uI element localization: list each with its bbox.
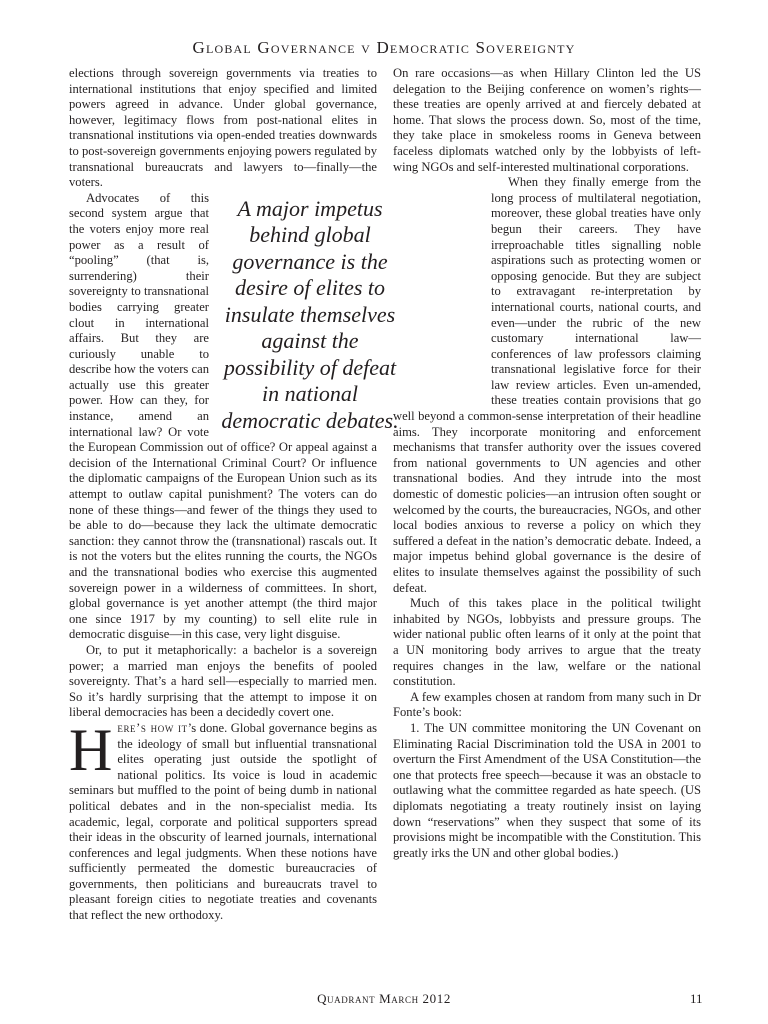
section-text: ’s done. Global governance begins as the ideology of small but influential transnational elites operating just outside the spotlight of national politics. Its voice is loud in academic seminars but muffled to the point of being dumb in national political debates and in the non-specialist media. Its academic, legal, corporate and political supporters spread their ideas in the obscurity of learned journals, international conferences and legal judgments. When these notions have sufficiently permeated the domestic bureaucracies of governments, then politicians and bureaucrats travel to pleasant foreign cities to negotiate treaties and covenants that reflect the new orthodoxy. [69,720,377,923]
body-paragraph: elections through sovereign governments via treaties to international institutions that enjoy specified and limited powers agreed in advance. Under global governance, however, legitimacy flows from post-national elites in transnational institutions via open-ended treaties downwards to post-sovereign governments enjoying powers regulated by transnational bureaucrats and lawyers to—finally—the voters. [69,66,377,190]
drop-cap: H [69,716,113,783]
section-lead-in: ere’s how it [117,720,188,735]
pull-quote: A major impetus behind global governance is the desire of elites to insulate themselves against the possibility of defeat in national democratic debates. [221,195,399,433]
body-paragraph-text: When they finally emerge from the long process of multilateral negotiation, moreover, these global treaties have only begun their careers. They have irreproachable titles signalling noble aspirations such as protecting women or opposing genocide. But they are subject to extravagant re-interpretation by international courts, national courts, and even—under the rubric of the new customary international law—conferences of law professors claiming transnational legislative force for their law review articles. Even un-amended, these treaties contain provisions that go well beyond a common-sense interpretation of their headline aims. They incorporate monitoring and enforcement mechanisms that transfer authority over the issues covered from national governments to UN agencies and other transnational bodies. And they intrude into the most domestic of domestic policies—an intrusion often sought or welcomed by the courts, the bureaucracies, NGOs, and other local bodies anxious to reverse a policy on which they suffered a defeat in the nation’s democratic debate. Indeed, a major impetus behind global governance is the desire of elites to insulate themselves against the possibility of such defeat. [393,175,701,595]
right-column [393,66,701,861]
body-paragraph: Much of this takes place in the political twilight inhabited by NGOs, lobbyists and pressure groups. The wider national public often learns of it only at the point that a UN monitoring body arrives to argue that the treaty requires changes in the law, welfare or the national constitution. [393,596,701,689]
body-paragraph: Advocates of this second system argue that the voters enjoy more real power as a result of “pooling” (that is, surrendering) their sovereignty to transnational bodies carrying greater clout in international affairs. But they are curiously unable to describe how the voters can actually use this greater power. How can they, for instance, amend an international law? Or vote the European Commission out of office? Or appeal against a decision of the International Criminal Court? Or influence the diplomatic campaigns of the European Union such as its attempt to outlaw capital punishment? The voters can do none of these things—and fewer of the things they used to be able to do—because they lack the ultimate democratic sanction: they cannot throw the (transnational) rascals out. It is not the voters but the elites running the courts, the NGOs and the transnational bodies who exercise this augmented sovereign power in a wilderness of committees. In short, global governance is yet another attempt (the third major one since 1917 by my counting) to sell elite rule in democratic disguise—in this case, very light disguise. [69,190,377,642]
body-paragraph: On rare occasions—as when Hillary Clinton led the US delegation to the Beijing conference on women’s rights—these treaties are openly arrived at and fiercely debated at home. That slows the process down. So, most of the time, they take place in smokeless rooms in Geneva between faceless diplomats watched only by the lobbyists of left-wing NGOs and self-interested multinational corporations. [393,66,701,174]
body-paragraph: A few examples chosen at random from many such in Dr Fonte’s book: [393,689,701,720]
body-paragraph: 1. The UN committee monitoring the UN Covenant on Eliminating Racial Discrimination told the USA in 2001 to overturn the First Amendment of the USA Constitution—the one that protects free speech—because it was an obstacle to outlawing what the committee regarded as hate speech. (US diplomats negotiating a treaty routinely insist on laying down “reservations” when they suspect that some of its provisions might be incompatible with the Constitution. This greatly irks the UN and other global bodies.) [393,720,701,860]
body-paragraph [393,175,701,596]
page-number: 11 [690,991,703,1006]
running-head: Global Governance v Democratic Sovereignty [192,38,576,57]
body-paragraph: Or, to put it metaphorically: a bachelor is a sovereign power; a married man enjoys the benefits of pooled sovereignty. That’s a hard sell—especially to married men. So it’s hardly surprising that the attempt to impose it on liberal democracies has been a decidedly covert one. [69,642,377,720]
footer-journal-issue: Quadrant March 2012 [317,991,451,1006]
pull-quote-wrap [367,175,491,399]
left-column [69,66,399,924]
section-paragraph [69,716,377,924]
